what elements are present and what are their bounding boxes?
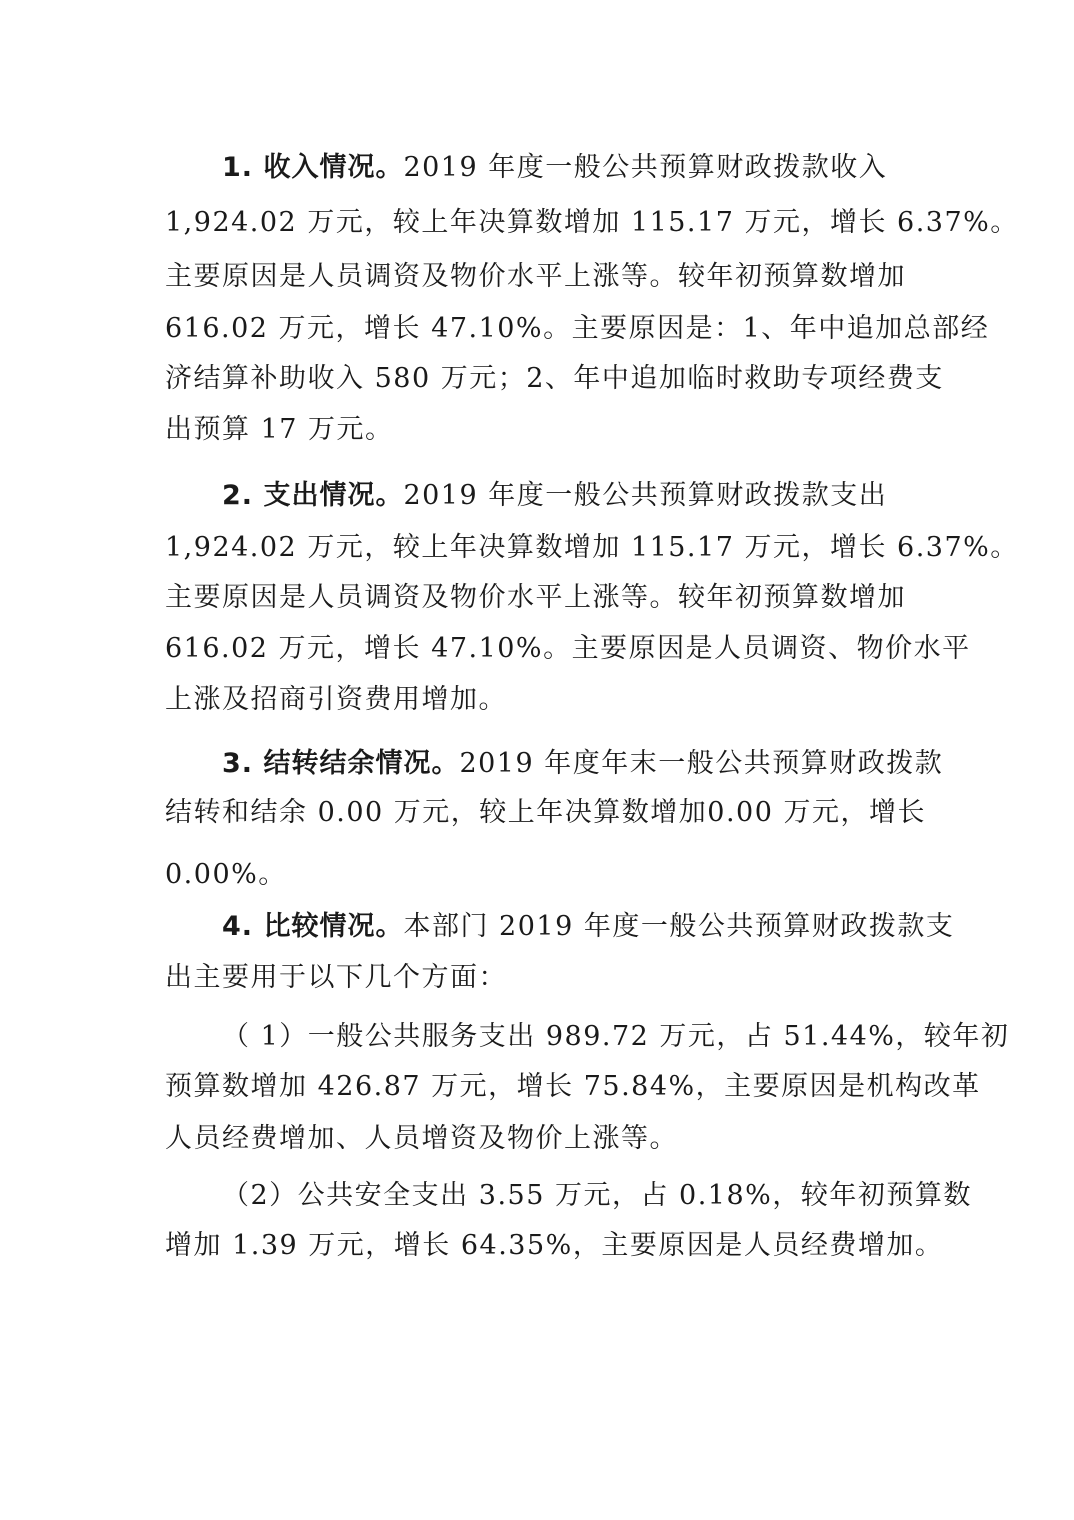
item-1-line-3: 人员经费增加、人员增资及物价上涨等。 [165, 1123, 678, 1154]
section-4-heading: 4. 比较情况。 [222, 911, 404, 942]
section-1-line-1 [222, 151, 887, 185]
section-2-text: 2019 年度一般公共预算财政拨款支出 [403, 480, 888, 511]
section-1-line-6: 出预算 17 万元。 [165, 414, 394, 445]
section-4-line-2: 出主要用于以下几个方面： [165, 962, 507, 993]
section-2-heading: 2. 支出情况。 [222, 480, 404, 511]
section-1-line-5: 济结算补助收入 580 万元；2、年中追加临时救助专项经费支 [165, 363, 944, 394]
item-2-line-1: （2）公共安全支出 3.55 万元，占 0.18%，较年初预算数 [222, 1180, 972, 1211]
section-3-heading: 3. 结转结余情况。 [222, 748, 460, 779]
section-3-line-1 [222, 747, 943, 781]
section-4-text: 本部门 2019 年度一般公共预算财政拨款支 [403, 911, 955, 942]
item-1-line-1: （ 1）一般公共服务支出 989.72 万元，占 51.44%，较年初 [222, 1021, 1010, 1052]
section-1-heading: 1. 收入情况。 [222, 152, 404, 183]
section-3-line-2: 结转和结余 0.00 万元，较上年决算数增加0.00 万元，增长 [165, 797, 926, 828]
section-3-line-3: 0.00%。 [165, 859, 287, 890]
item-1-line-2: 预算数增加 426.87 万元，增长 75.84%，主要原因是机构改革 [165, 1071, 981, 1102]
section-2-line-3: 主要原因是人员调资及物价水平上涨等。较年初预算数增加 [165, 582, 906, 613]
section-2-line-5: 上涨及招商引资费用增加。 [165, 684, 507, 715]
section-1-line-2: 1,924.02 万元，较上年决算数增加 115.17 万元，增长 6.37%。 [165, 207, 1019, 238]
section-2-line-2: 1,924.02 万元，较上年决算数增加 115.17 万元，增长 6.37%。 [165, 532, 1019, 563]
section-2-line-1 [222, 479, 887, 513]
section-2-line-4: 616.02 万元，增长 47.10%。主要原因是人员调资、物价水平 [165, 633, 971, 664]
section-3-text: 2019 年度年末一般公共预算财政拨款 [459, 748, 944, 779]
section-1-text: 2019 年度一般公共预算财政拨款收入 [403, 152, 888, 183]
item-2-line-2: 增加 1.39 万元，增长 64.35%，主要原因是人员经费增加。 [165, 1230, 944, 1261]
section-1-line-3: 主要原因是人员调资及物价水平上涨等。较年初预算数增加 [165, 261, 906, 292]
section-1-line-4: 616.02 万元，增长 47.10%。主要原因是：1、年中追加总部经 [165, 313, 990, 344]
section-4-line-1 [222, 910, 954, 944]
